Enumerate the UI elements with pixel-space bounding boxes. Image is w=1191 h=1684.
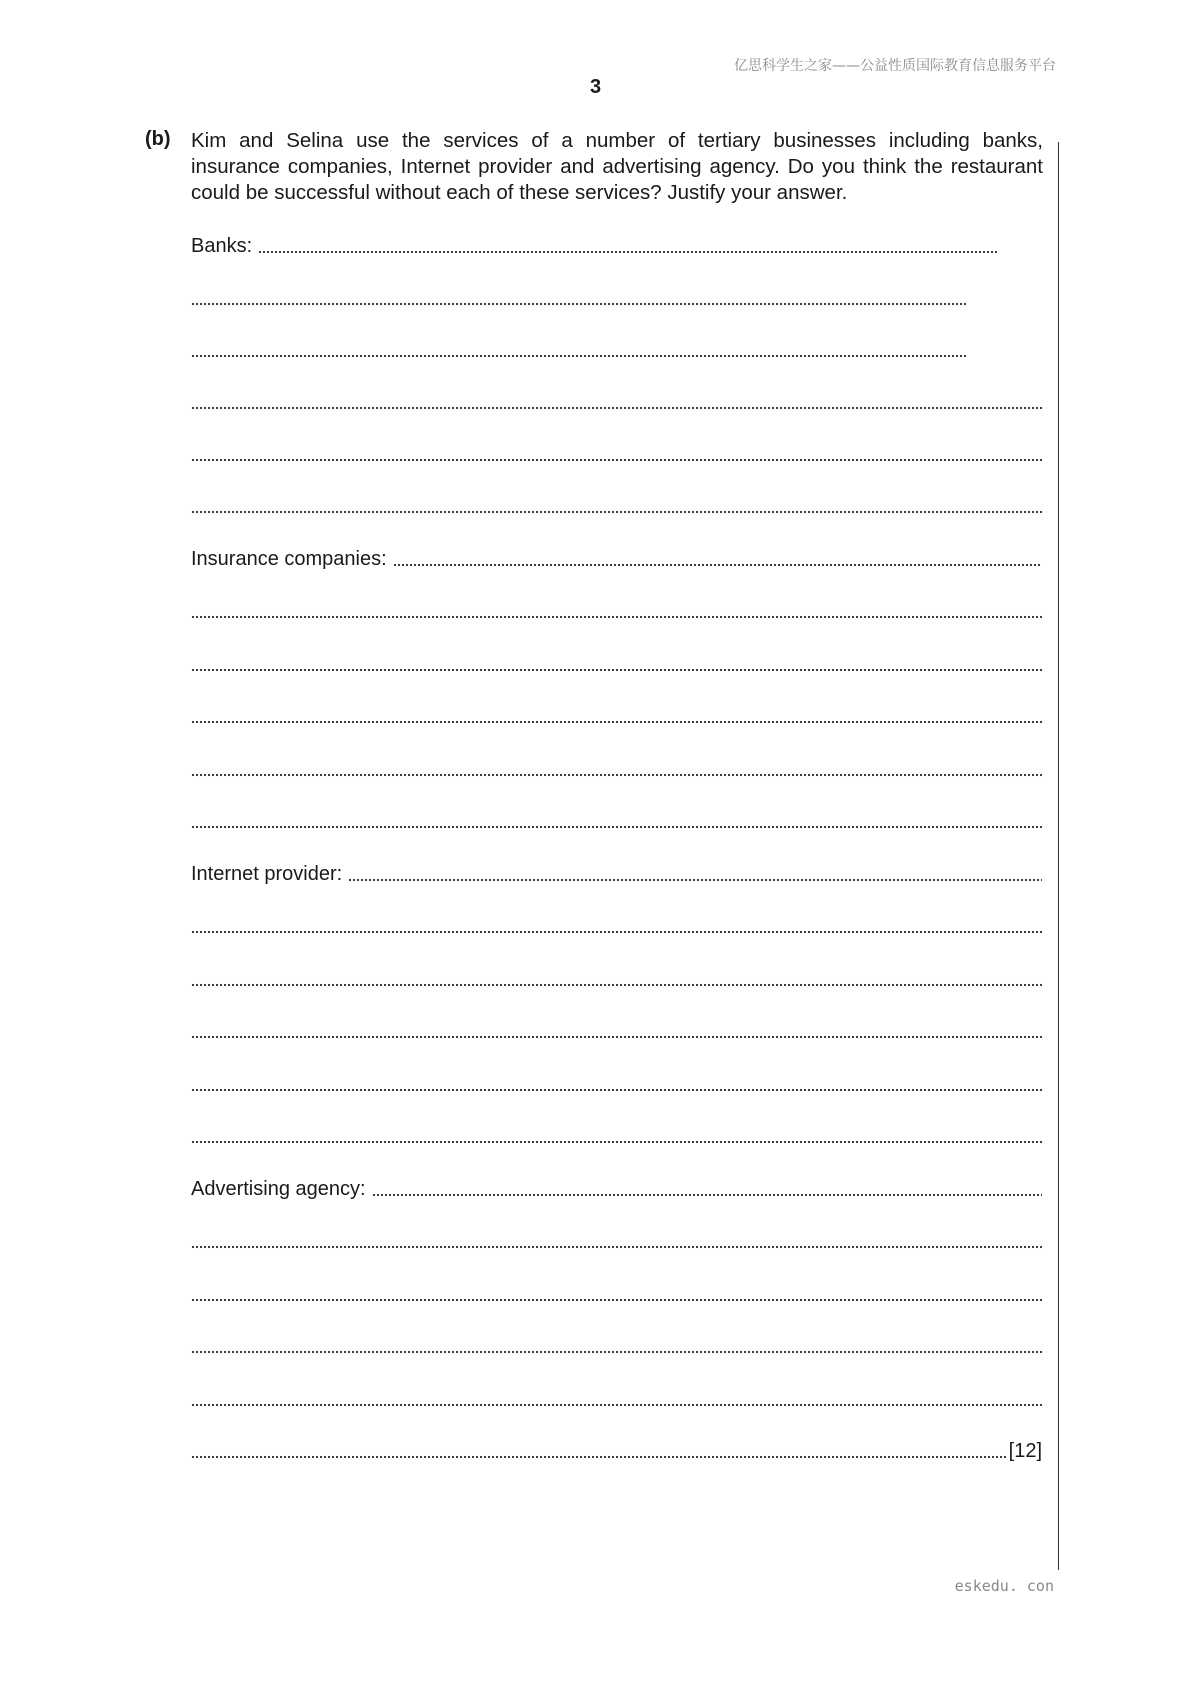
answer-line[interactable] — [191, 492, 1042, 518]
answer-line-advertising[interactable] — [191, 1175, 1042, 1201]
footer-watermark: eskedu. con — [954, 1577, 1054, 1595]
answer-line[interactable] — [191, 284, 967, 310]
page-number: 3 — [589, 76, 602, 98]
dotted-line — [191, 1140, 1042, 1144]
answer-line[interactable] — [191, 1280, 1042, 1306]
dotted-line — [191, 406, 1042, 410]
answer-line[interactable] — [191, 336, 967, 362]
dotted-line — [191, 615, 1042, 619]
answer-line[interactable] — [191, 807, 1042, 833]
answer-line[interactable] — [191, 702, 1042, 728]
dotted-line — [191, 1245, 1042, 1249]
answer-line[interactable] — [191, 440, 1042, 466]
dotted-line — [372, 1193, 1042, 1197]
dotted-line — [191, 354, 967, 358]
dotted-line — [191, 458, 1042, 462]
dotted-line — [191, 1403, 1042, 1407]
answer-line[interactable] — [191, 755, 1042, 781]
header-watermark: 亿思科学生之家——公益性质国际教育信息服务平台 — [734, 58, 1056, 74]
section-label-internet: Internet provider: — [191, 863, 343, 885]
dotted-line — [191, 930, 1042, 934]
marks-label: [12] — [1008, 1440, 1042, 1462]
margin-line — [1058, 142, 1059, 1570]
dotted-line — [191, 1455, 1007, 1459]
section-label-banks: Banks: — [191, 235, 253, 257]
dotted-line — [191, 720, 1042, 724]
answer-line[interactable] — [191, 650, 1042, 676]
answer-line[interactable] — [191, 1070, 1042, 1096]
section-label-advertising: Advertising agency: — [191, 1178, 366, 1200]
dotted-line — [191, 983, 1042, 987]
dotted-line — [191, 302, 967, 306]
question-text: Kim and Selina use the services of a number of tertiary businesses including banks, insurance companies, Internet provider and advertising agency. Do you think the restaurant could be successful without each of these services? Justify your answer. — [191, 129, 1043, 204]
dotted-line — [191, 773, 1042, 777]
dotted-line — [191, 668, 1042, 672]
dotted-line — [258, 250, 997, 254]
answer-line-banks[interactable] — [191, 232, 997, 258]
answer-line[interactable] — [191, 597, 1042, 623]
answer-line-final[interactable] — [191, 1437, 1042, 1463]
answer-line[interactable] — [191, 1017, 1042, 1043]
dotted-line — [191, 1035, 1042, 1039]
dotted-line — [191, 1088, 1042, 1092]
answer-line-internet[interactable] — [191, 860, 1042, 886]
answer-line[interactable] — [191, 1227, 1042, 1253]
question-part-label: (b) — [145, 128, 171, 150]
answer-line[interactable] — [191, 388, 1042, 414]
dotted-line — [191, 825, 1042, 829]
answer-line-insurance[interactable] — [191, 545, 1042, 571]
dotted-line — [393, 563, 1042, 567]
answer-line[interactable] — [191, 1122, 1042, 1148]
answer-line[interactable] — [191, 1385, 1042, 1411]
answer-line[interactable] — [191, 912, 1042, 938]
dotted-line — [191, 1298, 1042, 1302]
dotted-line — [348, 878, 1042, 882]
dotted-line — [191, 1350, 1042, 1354]
answer-line[interactable] — [191, 965, 1042, 991]
section-label-insurance: Insurance companies: — [191, 548, 387, 570]
answer-line[interactable] — [191, 1332, 1042, 1358]
dotted-line — [191, 510, 1042, 514]
